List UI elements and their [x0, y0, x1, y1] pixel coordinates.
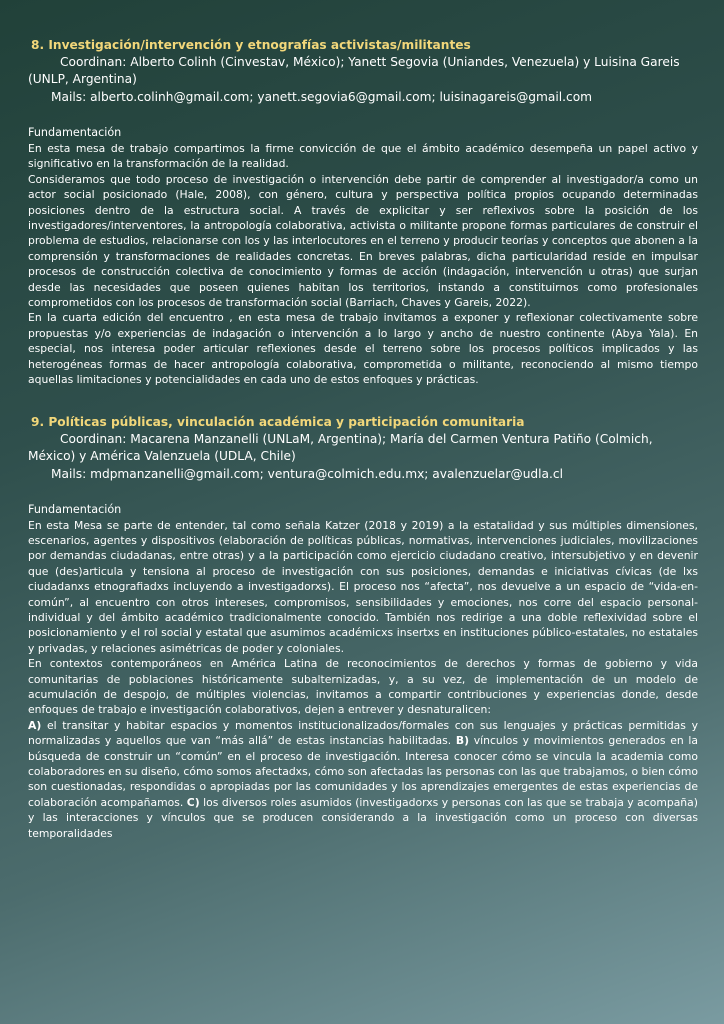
section-8-coordinators: Coordinan: Alberto Colinh (Cinvestav, México); Yanett Segovia (Uniandes, Venezuela) y Luisina Gareis (UNLP, Argentina)	[28, 55, 680, 86]
item-b-text: vínculos y movimientos generados en la búsqueda de construir un “común” en el proceso de investigación. Interesa conocer cómo se vincula la academia como colaboradores en su diseño, cómo somos afectadxs, cómo son afectadas las personas con las que trabajamos, o bien cómo son cuestionadas, respondidas o apropiadas por las comunidades y los aprendizajes emergentes de estas experiencias de colaboración acompañamos.	[28, 734, 698, 809]
section-9-mails: Mails: mdpmanzanelli@gmail.com; ventura@colmich.edu.mx; avalenzuelar@udla.cl	[51, 466, 563, 481]
item-a-label: A)	[28, 718, 42, 732]
section-8-paragraph: En esta mesa de trabajo compartimos la firme convicción de que el ámbito académico desempeña un papel activo y significativo en la transformación de la realidad.	[28, 142, 698, 171]
item-c-text: los diversos roles asumidos (investigadorxs y personas con las que se trabaja y acompaña) y las interacciones y vínculos que se producen considerando a la investigación como un proceso con diversas temporalidades	[28, 795, 698, 840]
item-c-label: C)	[186, 795, 200, 809]
section-9-body	[28, 518, 698, 842]
section-9	[28, 415, 698, 842]
section-8-body	[28, 141, 698, 388]
document-page	[28, 38, 698, 841]
section-8-mails: Mails: alberto.colinh@gmail.com; yanett.segovia6@gmail.com; luisinagareis@gmail.com	[51, 90, 593, 104]
section-9-paragraph: En esta Mesa se parte de entender, tal como señala Katzer (2018 y 2019) a la estatalidad y sus múltiples dimensiones, escenarios, agentes y dispositivos (elaboración de políticas públicas, normativas, intervenciones judiciales, movilizaciones por demandas ciudadanas, entre otras) y a la participación como ejercicio ciudadano creativo, intersubjetivo y en devenir que (des)articula y tensiona al proceso de investigación con sus posiciones, demandas e iniciativas cívicas (de lxs ciudadanxs etnografiadxs incluyendo a investigadorxs). El proceso nos “afecta”, nos devuelve a un espacio de “vida-en-común”, al encuentro con otros intereses, compromisos, sensibilidades y emociones, nos corre del espacio personal-individual y del ámbito académico tradicionalmente conocido. También nos redirige a una doble reflexividad sobre el posicionamiento y el rol social y estatal que asumimos académicxs insertxs en instituciones público-estatales, no estatales y privadas, y relaciones asimétricas de poder y coloniales.	[28, 518, 698, 655]
section-9-paragraph: En contextos contemporáneos en América Latina de reconocimientos de derechos y formas de gobierno y vida comunitarias de poblaciones históricamente subalternizadas, y, a su vez, de implementación de un modelo de acumulación de despojo, de múltiples violencias, invitamos a compartir contribuciones y experiencias donde, desde enfoques de trabajo e investigación colaborativos, dejen a entrever y desnaturalicen:	[28, 657, 698, 717]
section-8-paragraph: En la cuarta edición del encuentro , en esta mesa de trabajo invitamos a exponer y reflexionar colectivamente sobre propuestas y/o experiencias de indagación o intervención a lo largo y ancho de nuestro continente (Abya Yala). En especial, nos interesa poder articular reflexiones desde el terreno sobre los procesos políticos implicados y las heterogéneas formas de hacer antropología colaborativa, comprometida o militante, reconociendo al mismo tiempo aquellas limitaciones y potencialidades en cada uno de estos enfoques y prácticas.	[28, 311, 698, 387]
section-8-title: 8. Investigación/intervención y etnografías activistas/militantes	[31, 38, 471, 52]
section-9-title: 9. Políticas públicas, vinculación académica y participación comunitaria	[31, 414, 525, 429]
section-8-fund-label: Fundamentación	[28, 126, 122, 139]
item-b-label: B)	[455, 734, 470, 748]
section-9-list-paragraph	[28, 718, 698, 841]
item-a-text: el transitar y habitar espacios y momentos institucionalizados/formales con sus lenguajes y prácticas permitidas y normalizadas y aquellos que van “más allá” de estas instancias habilitadas.	[28, 718, 698, 748]
section-9-fund-label: Fundamentación	[28, 502, 122, 516]
section-8	[28, 38, 698, 388]
section-9-coordinators: Coordinan: Macarena Manzanelli (UNLaM, Argentina); María del Carmen Ventura Patiño (Colmich, México) y América Valenzuela (UDLA, Chile)	[28, 431, 653, 463]
section-8-paragraph: Consideramos que todo proceso de investigación o intervención debe partir de comprender al investigador/a como un actor social posicionado (Hale, 2008), con género, cultura y perspectiva política propios ocupando determinadas posiciones dentro de la estructura social. A través de explicitar y ser reflexivos sobre la posición de los investigadores/interventores, la antropología colaborativa, activista o militante propone formas particulares de construir el problema de estudios, relacionarse con los y las interlocutores en el terreno y producir teorías y conceptos que abonen a la comprensión y transformaciones de realidades concretas. En breves palabras, dicha particularidad reside en impulsar procesos de construcción colectiva de conocimiento y formas de acción (indagación, intervención u otras) que surjan desde las necesidades que poseen quienes habitan los territorios, instando a constituirnos como profesionales comprometidos con los procesos de transformación social (Barriach, Chaves y Gareis, 2022).	[28, 172, 698, 310]
